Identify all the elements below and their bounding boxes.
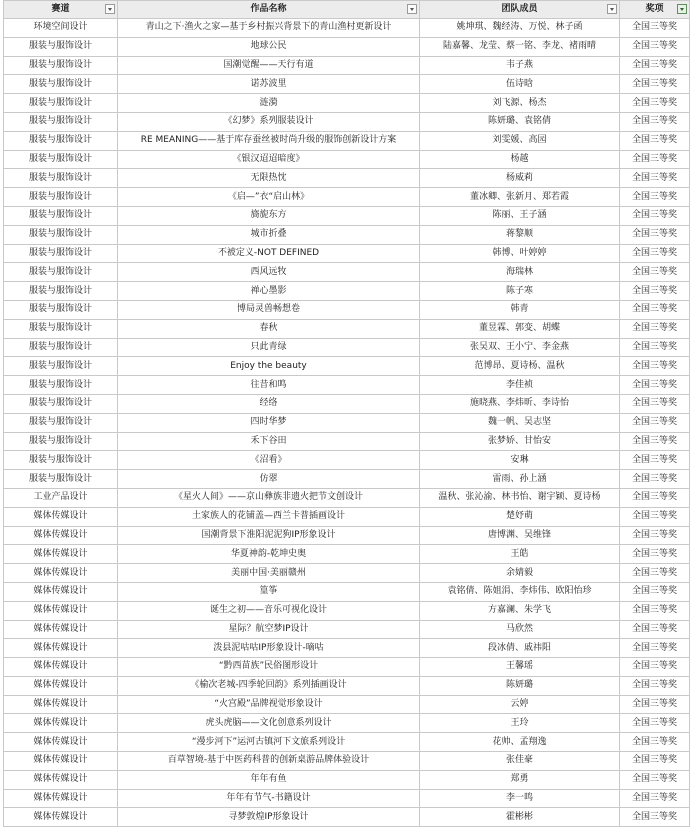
- team-cell[interactable]: 刘雯媛、高园: [420, 131, 620, 150]
- team-cell[interactable]: 温秋、张沁渝、林书怡、谢宇颖、夏诗杨: [420, 488, 620, 507]
- team-cell[interactable]: 张吴双、王小宁、李金燕: [420, 338, 620, 357]
- category-cell[interactable]: 服装与服饰设计: [4, 319, 118, 338]
- team-cell[interactable]: 姚坤琪、魏经涛、万悦、林子函: [420, 19, 620, 38]
- work-cell[interactable]: 仿翠: [118, 470, 420, 489]
- work-cell[interactable]: Enjoy the beauty: [118, 357, 420, 376]
- table-row: [4, 112, 690, 131]
- work-cell[interactable]: 国潮背景下淮阳泥泥狗IP形象设计: [118, 526, 420, 545]
- table-row: [4, 714, 690, 733]
- table-row: [4, 300, 690, 319]
- team-cell[interactable]: 刘飞源、杨杰: [420, 94, 620, 113]
- category-cell[interactable]: 服装与服饰设计: [4, 37, 118, 56]
- team-cell[interactable]: 段冰倩、戚祎阳: [420, 639, 620, 658]
- team-cell[interactable]: 陆嘉馨、龙莹、蔡一铭、李龙、褚雨晴: [420, 37, 620, 56]
- category-cell[interactable]: 媒体传媒设计: [4, 507, 118, 526]
- work-cell[interactable]: 禾下谷田: [118, 432, 420, 451]
- work-cell[interactable]: 土家族人的花铺盖—西兰卡普插画设计: [118, 507, 420, 526]
- filter-dropdown-icon[interactable]: [407, 4, 417, 14]
- award-cell[interactable]: 全国三等奖: [620, 413, 690, 432]
- award-cell[interactable]: 全国三等奖: [620, 300, 690, 319]
- award-cell[interactable]: 全国三等奖: [620, 620, 690, 639]
- work-cell[interactable]: RE MEANING——基于库存蚕丝被时尚升级的服饰创新设计方案: [118, 131, 420, 150]
- work-cell[interactable]: 往昔和鸣: [118, 376, 420, 395]
- category-cell[interactable]: 服装与服饰设计: [4, 451, 118, 470]
- work-cell[interactable]: 《启—”衣“启山林》: [118, 188, 420, 207]
- table-row: [4, 282, 690, 301]
- team-cell[interactable]: 方嘉澜、朱学飞: [420, 601, 620, 620]
- table-row: [4, 94, 690, 113]
- category-cell[interactable]: 服装与服饰设计: [4, 188, 118, 207]
- header-award-label: 奖项: [645, 4, 664, 14]
- team-cell[interactable]: 海瑞林: [420, 263, 620, 282]
- award-cell[interactable]: 全国三等奖: [620, 75, 690, 94]
- work-cell[interactable]: 篁筝: [118, 582, 420, 601]
- work-cell[interactable]: 泼县泥咕咕IP形象设计-嘀咕: [118, 639, 420, 658]
- team-cell[interactable]: 唐博渊、吴维锋: [420, 526, 620, 545]
- category-cell[interactable]: 媒体传媒设计: [4, 714, 118, 733]
- table-row: [4, 37, 690, 56]
- category-cell[interactable]: 服装与服饰设计: [4, 376, 118, 395]
- team-cell[interactable]: 韩青: [420, 300, 620, 319]
- work-cell[interactable]: 《榆次老城-四季轮回韵》系列插画设计: [118, 676, 420, 695]
- table-row: [4, 394, 690, 413]
- table-row: [4, 601, 690, 620]
- table-row: [4, 488, 690, 507]
- award-cell[interactable]: 全国三等奖: [620, 188, 690, 207]
- table-row: [4, 676, 690, 695]
- award-cell[interactable]: 全国三等奖: [620, 376, 690, 395]
- category-cell[interactable]: 媒体传媒设计: [4, 582, 118, 601]
- category-cell[interactable]: 服装与服饰设计: [4, 470, 118, 489]
- table-row: [4, 545, 690, 564]
- header-category[interactable]: [4, 1, 118, 19]
- award-cell[interactable]: 全国三等奖: [620, 282, 690, 301]
- table-row: [4, 808, 690, 827]
- award-cell[interactable]: 全国三等奖: [620, 733, 690, 752]
- category-cell[interactable]: 媒体传媒设计: [4, 770, 118, 789]
- spreadsheet: [3, 0, 689, 827]
- category-cell[interactable]: 服装与服饰设计: [4, 300, 118, 319]
- award-cell[interactable]: 全国三等奖: [620, 263, 690, 282]
- award-cell[interactable]: 全国三等奖: [620, 752, 690, 771]
- table-row: [4, 319, 690, 338]
- award-cell[interactable]: 全国三等奖: [620, 695, 690, 714]
- category-cell[interactable]: 服装与服饰设计: [4, 131, 118, 150]
- award-cell[interactable]: 全国三等奖: [620, 112, 690, 131]
- work-cell[interactable]: 诺苏波里: [118, 75, 420, 94]
- category-cell[interactable]: 服装与服饰设计: [4, 394, 118, 413]
- team-cell[interactable]: 安琳: [420, 451, 620, 470]
- team-cell[interactable]: 陈丽、王子涵: [420, 206, 620, 225]
- table-row: [4, 150, 690, 169]
- work-cell[interactable]: 不被定义-NOT DEFINED: [118, 244, 420, 263]
- award-cell[interactable]: 全国三等奖: [620, 338, 690, 357]
- table-row: [4, 244, 690, 263]
- category-cell[interactable]: 服装与服饰设计: [4, 338, 118, 357]
- table-row: [4, 263, 690, 282]
- work-cell[interactable]: 只此青绿: [118, 338, 420, 357]
- work-cell[interactable]: “漫步河下”运河古镇河下文旅系列设计: [118, 733, 420, 752]
- award-cell[interactable]: 全国三等奖: [620, 526, 690, 545]
- work-cell[interactable]: 涟漪: [118, 94, 420, 113]
- work-cell[interactable]: 寻梦敦煌IP形象设计: [118, 808, 420, 827]
- team-cell[interactable]: 董昱霖、郭变、胡蝶: [420, 319, 620, 338]
- table-row: [4, 451, 690, 470]
- table-row: [4, 188, 690, 207]
- award-cell[interactable]: 全国三等奖: [620, 564, 690, 583]
- award-cell[interactable]: 全国三等奖: [620, 394, 690, 413]
- category-cell[interactable]: 服装与服饰设计: [4, 432, 118, 451]
- award-cell[interactable]: 全国三等奖: [620, 225, 690, 244]
- work-cell[interactable]: 四时华梦: [118, 413, 420, 432]
- category-cell[interactable]: 媒体传媒设计: [4, 620, 118, 639]
- work-cell[interactable]: 虎头虎脑——文化创意系列设计: [118, 714, 420, 733]
- category-cell[interactable]: 服装与服饰设计: [4, 94, 118, 113]
- team-cell[interactable]: 李佳祯: [420, 376, 620, 395]
- award-cell[interactable]: 全国三等奖: [620, 770, 690, 789]
- table-row: [4, 19, 690, 38]
- table-row: [4, 75, 690, 94]
- header-category-label: 赛道: [51, 4, 70, 14]
- team-cell[interactable]: 范博昂、夏诗杨、温秋: [420, 357, 620, 376]
- category-cell[interactable]: 服装与服饰设计: [4, 56, 118, 75]
- table-row: [4, 733, 690, 752]
- category-cell[interactable]: 服装与服饰设计: [4, 357, 118, 376]
- category-cell[interactable]: 媒体传媒设计: [4, 695, 118, 714]
- filter-dropdown-icon[interactable]: [105, 4, 115, 14]
- team-cell[interactable]: 杨威莉: [420, 169, 620, 188]
- award-cell[interactable]: 全国三等奖: [620, 451, 690, 470]
- table-row: [4, 432, 690, 451]
- table-row: [4, 658, 690, 677]
- work-cell[interactable]: 城市折叠: [118, 225, 420, 244]
- category-cell[interactable]: 媒体传媒设计: [4, 789, 118, 808]
- team-cell[interactable]: 余婧毅: [420, 564, 620, 583]
- work-cell[interactable]: “火宫殿”品牌视觉形象设计: [118, 695, 420, 714]
- award-cell[interactable]: 全国三等奖: [620, 56, 690, 75]
- work-cell[interactable]: 百草智境-基于中医药科普的创新桌游品牌体验设计: [118, 752, 420, 771]
- team-cell[interactable]: 李一鸣: [420, 789, 620, 808]
- team-cell[interactable]: 楚妤萌: [420, 507, 620, 526]
- team-cell[interactable]: 韩博、叶婷婷: [420, 244, 620, 263]
- category-cell[interactable]: 服装与服饰设计: [4, 244, 118, 263]
- award-cell[interactable]: 全国三等奖: [620, 206, 690, 225]
- team-cell[interactable]: 马欣然: [420, 620, 620, 639]
- work-cell[interactable]: 国潮觉醒——天行有道: [118, 56, 420, 75]
- table-row: [4, 376, 690, 395]
- table-row: [4, 789, 690, 808]
- table-row: [4, 357, 690, 376]
- category-cell[interactable]: 服装与服饰设计: [4, 225, 118, 244]
- team-cell[interactable]: 魏一帆、吴志坚: [420, 413, 620, 432]
- table-row: [4, 582, 690, 601]
- award-cell[interactable]: 全国三等奖: [620, 639, 690, 658]
- category-cell[interactable]: 媒体传媒设计: [4, 545, 118, 564]
- table-row: [4, 169, 690, 188]
- category-cell[interactable]: 媒体传媒设计: [4, 601, 118, 620]
- category-cell[interactable]: 环境空间设计: [4, 19, 118, 38]
- team-cell[interactable]: 王玲: [420, 714, 620, 733]
- table-body: [4, 19, 690, 827]
- header-award[interactable]: [620, 1, 690, 19]
- category-cell[interactable]: 服装与服饰设计: [4, 112, 118, 131]
- team-cell[interactable]: 郑勇: [420, 770, 620, 789]
- team-cell[interactable]: 王皓: [420, 545, 620, 564]
- team-cell[interactable]: 云婷: [420, 695, 620, 714]
- award-cell[interactable]: 全国三等奖: [620, 582, 690, 601]
- header-work-label: 作品名称: [250, 4, 287, 14]
- team-cell[interactable]: 陈妍璐、袁铭倩: [420, 112, 620, 131]
- category-cell[interactable]: 服装与服饰设计: [4, 169, 118, 188]
- team-cell[interactable]: 施晓燕、李炜昕、李诗怡: [420, 394, 620, 413]
- work-cell[interactable]: 华夏神韵-乾坤史奥: [118, 545, 420, 564]
- table-row: [4, 564, 690, 583]
- work-cell[interactable]: “黔西苗族”民俗图形设计: [118, 658, 420, 677]
- award-cell[interactable]: 全国三等奖: [620, 432, 690, 451]
- work-cell[interactable]: 博局灵兽畅想卷: [118, 300, 420, 319]
- category-cell[interactable]: 媒体传媒设计: [4, 733, 118, 752]
- award-cell[interactable]: 全国三等奖: [620, 507, 690, 526]
- award-cell[interactable]: 全国三等奖: [620, 545, 690, 564]
- work-cell[interactable]: 经络: [118, 394, 420, 413]
- award-cell[interactable]: 全国三等奖: [620, 488, 690, 507]
- category-cell[interactable]: 服装与服饰设计: [4, 282, 118, 301]
- award-cell[interactable]: 全国三等奖: [620, 319, 690, 338]
- work-cell[interactable]: 《星火人间》——京山彝族非遗火把节文创设计: [118, 488, 420, 507]
- header-team-label: 团队成员: [501, 4, 538, 14]
- work-cell[interactable]: 无限热忱: [118, 169, 420, 188]
- award-cell[interactable]: 全国三等奖: [620, 470, 690, 489]
- award-cell[interactable]: 全国三等奖: [620, 357, 690, 376]
- award-cell[interactable]: 全国三等奖: [620, 601, 690, 620]
- table-row: [4, 620, 690, 639]
- work-cell[interactable]: 《幻梦》系列服装设计: [118, 112, 420, 131]
- work-cell[interactable]: 诞生之初——音乐可视化设计: [118, 601, 420, 620]
- work-cell[interactable]: 青山之下·渔火之家—基于乡村振兴背景下的青山渔村更新设计: [118, 19, 420, 38]
- table-row: [4, 639, 690, 658]
- award-cell[interactable]: 全国三等奖: [620, 714, 690, 733]
- work-cell[interactable]: 星际？航空梦IP设计: [118, 620, 420, 639]
- work-cell[interactable]: 年年有节气-书籍设计: [118, 789, 420, 808]
- work-cell[interactable]: 地球公民: [118, 37, 420, 56]
- team-cell[interactable]: 陈子寒: [420, 282, 620, 301]
- table-row: [4, 752, 690, 771]
- category-cell[interactable]: 媒体传媒设计: [4, 564, 118, 583]
- work-cell[interactable]: 《银汉迢迢暗度》: [118, 150, 420, 169]
- team-cell[interactable]: 袁铭倩、陈姐涓、李炜伟、欧阳怡珍: [420, 582, 620, 601]
- team-cell[interactable]: 陈妍璐: [420, 676, 620, 695]
- award-cell[interactable]: 全国三等奖: [620, 131, 690, 150]
- award-cell[interactable]: 全国三等奖: [620, 789, 690, 808]
- award-cell[interactable]: 全国三等奖: [620, 808, 690, 827]
- team-cell[interactable]: 韦子燕: [420, 56, 620, 75]
- work-cell[interactable]: 旖旎东方: [118, 206, 420, 225]
- work-cell[interactable]: 年年有鱼: [118, 770, 420, 789]
- header-team[interactable]: [420, 1, 620, 19]
- team-cell[interactable]: 伍诗晗: [420, 75, 620, 94]
- team-cell[interactable]: 霍彬彬: [420, 808, 620, 827]
- category-cell[interactable]: 服装与服饰设计: [4, 206, 118, 225]
- table-row: [4, 206, 690, 225]
- award-cell[interactable]: 全国三等奖: [620, 37, 690, 56]
- category-cell[interactable]: 服装与服饰设计: [4, 150, 118, 169]
- team-cell[interactable]: 王馨瑶: [420, 658, 620, 677]
- category-cell[interactable]: 媒体传媒设计: [4, 526, 118, 545]
- team-cell[interactable]: 杨越: [420, 150, 620, 169]
- team-cell[interactable]: 董冰卿、张新月、郑若霞: [420, 188, 620, 207]
- table-row: [4, 695, 690, 714]
- table-row: [4, 338, 690, 357]
- table-row: [4, 770, 690, 789]
- team-cell[interactable]: 张梦娇、甘怡安: [420, 432, 620, 451]
- table-row: [4, 507, 690, 526]
- category-cell[interactable]: 媒体传媒设计: [4, 676, 118, 695]
- team-cell[interactable]: 张佳豪: [420, 752, 620, 771]
- work-cell[interactable]: 禅心墨影: [118, 282, 420, 301]
- filter-active-icon[interactable]: [677, 4, 687, 14]
- category-cell[interactable]: 媒体传媒设计: [4, 639, 118, 658]
- table-header: [4, 1, 690, 19]
- team-cell[interactable]: 花帅、孟翔逸: [420, 733, 620, 752]
- category-cell[interactable]: 媒体传媒设计: [4, 658, 118, 677]
- table-row: [4, 413, 690, 432]
- category-cell[interactable]: 服装与服饰设计: [4, 263, 118, 282]
- work-cell[interactable]: 春秋: [118, 319, 420, 338]
- category-cell[interactable]: 服装与服饰设计: [4, 413, 118, 432]
- award-cell[interactable]: 全国三等奖: [620, 150, 690, 169]
- category-cell[interactable]: 工业产品设计: [4, 488, 118, 507]
- award-cell[interactable]: 全国三等奖: [620, 19, 690, 38]
- work-cell[interactable]: 美丽中国·美丽赣州: [118, 564, 420, 583]
- award-cell[interactable]: 全国三等奖: [620, 169, 690, 188]
- category-cell[interactable]: 媒体传媒设计: [4, 808, 118, 827]
- table-row: [4, 56, 690, 75]
- award-cell[interactable]: 全国三等奖: [620, 676, 690, 695]
- filter-dropdown-icon[interactable]: [607, 4, 617, 14]
- team-cell[interactable]: 蒋黎顺: [420, 225, 620, 244]
- team-cell[interactable]: 雷雨、孙上涵: [420, 470, 620, 489]
- award-cell[interactable]: 全国三等奖: [620, 244, 690, 263]
- table-row: [4, 526, 690, 545]
- table-row: [4, 470, 690, 489]
- work-cell[interactable]: 西风远牧: [118, 263, 420, 282]
- awards-table: [3, 0, 690, 827]
- work-cell[interactable]: 《沼看》: [118, 451, 420, 470]
- award-cell[interactable]: 全国三等奖: [620, 658, 690, 677]
- category-cell[interactable]: 服装与服饰设计: [4, 75, 118, 94]
- table-row: [4, 131, 690, 150]
- table-row: [4, 225, 690, 244]
- award-cell[interactable]: 全国三等奖: [620, 94, 690, 113]
- header-work[interactable]: [118, 1, 420, 19]
- category-cell[interactable]: 媒体传媒设计: [4, 752, 118, 771]
